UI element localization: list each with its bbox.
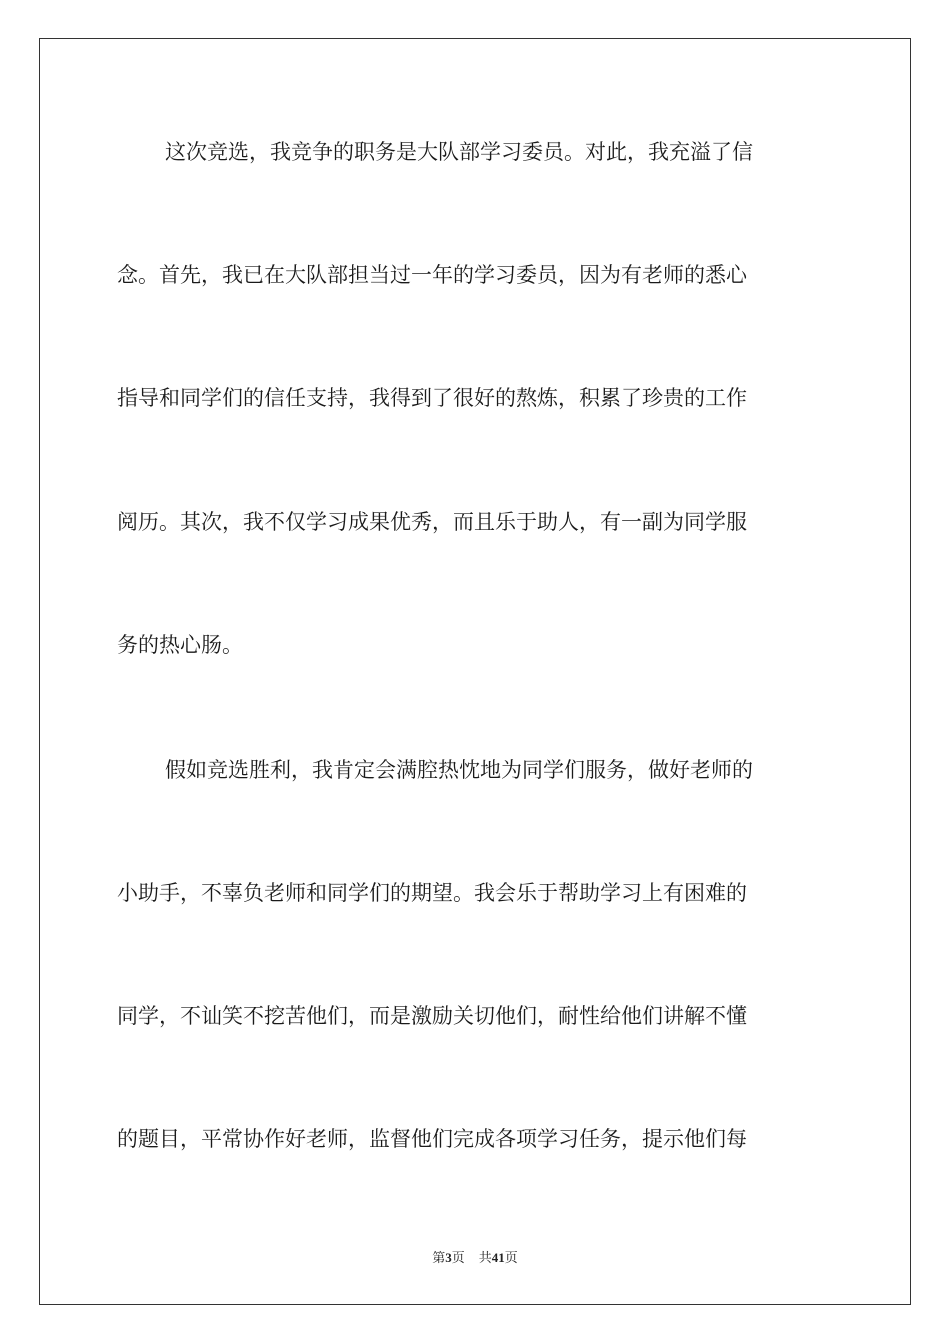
total-suffix: 页: [504, 1250, 518, 1265]
paragraph-1-line-4: 阅历。其次，我不仅学习成果优秀，而且乐于助人，有一副为同学服: [117, 510, 747, 534]
paragraph-2-line-3: 同学，不讪笑不挖苦他们，而是激励关切他们，耐性给他们讲解不懂: [117, 1004, 747, 1028]
page-number: 3: [445, 1250, 452, 1265]
paragraph-1-line-1: 这次竞选，我竞争的职务是大队部学习委员。对此，我充溢了信: [165, 140, 753, 164]
paragraph-2-line-4: 的题目，平常协作好老师，监督他们完成各项学习任务，提示他们每: [117, 1127, 747, 1151]
total-pages: 41: [491, 1250, 505, 1265]
page-border: [39, 38, 911, 1305]
page-footer: [0, 1248, 950, 1268]
paragraph-1-line-5: 务的热心肠。: [117, 633, 243, 657]
page-suffix: 页: [451, 1250, 465, 1265]
page-prefix: 第: [432, 1250, 446, 1265]
total-prefix: 共: [478, 1250, 492, 1265]
paragraph-2-line-2: 小助手，不辜负老师和同学们的期望。我会乐于帮助学习上有困难的: [117, 881, 747, 905]
paragraph-2-line-1: 假如竞选胜利，我肯定会满腔热忱地为同学们服务，做好老师的: [165, 758, 753, 782]
paragraph-1-line-2: 念。首先，我已在大队部担当过一年的学习委员，因为有老师的悉心: [117, 263, 747, 287]
paragraph-1-line-3: 指导和同学们的信任支持，我得到了很好的熬炼，积累了珍贵的工作: [117, 386, 747, 410]
